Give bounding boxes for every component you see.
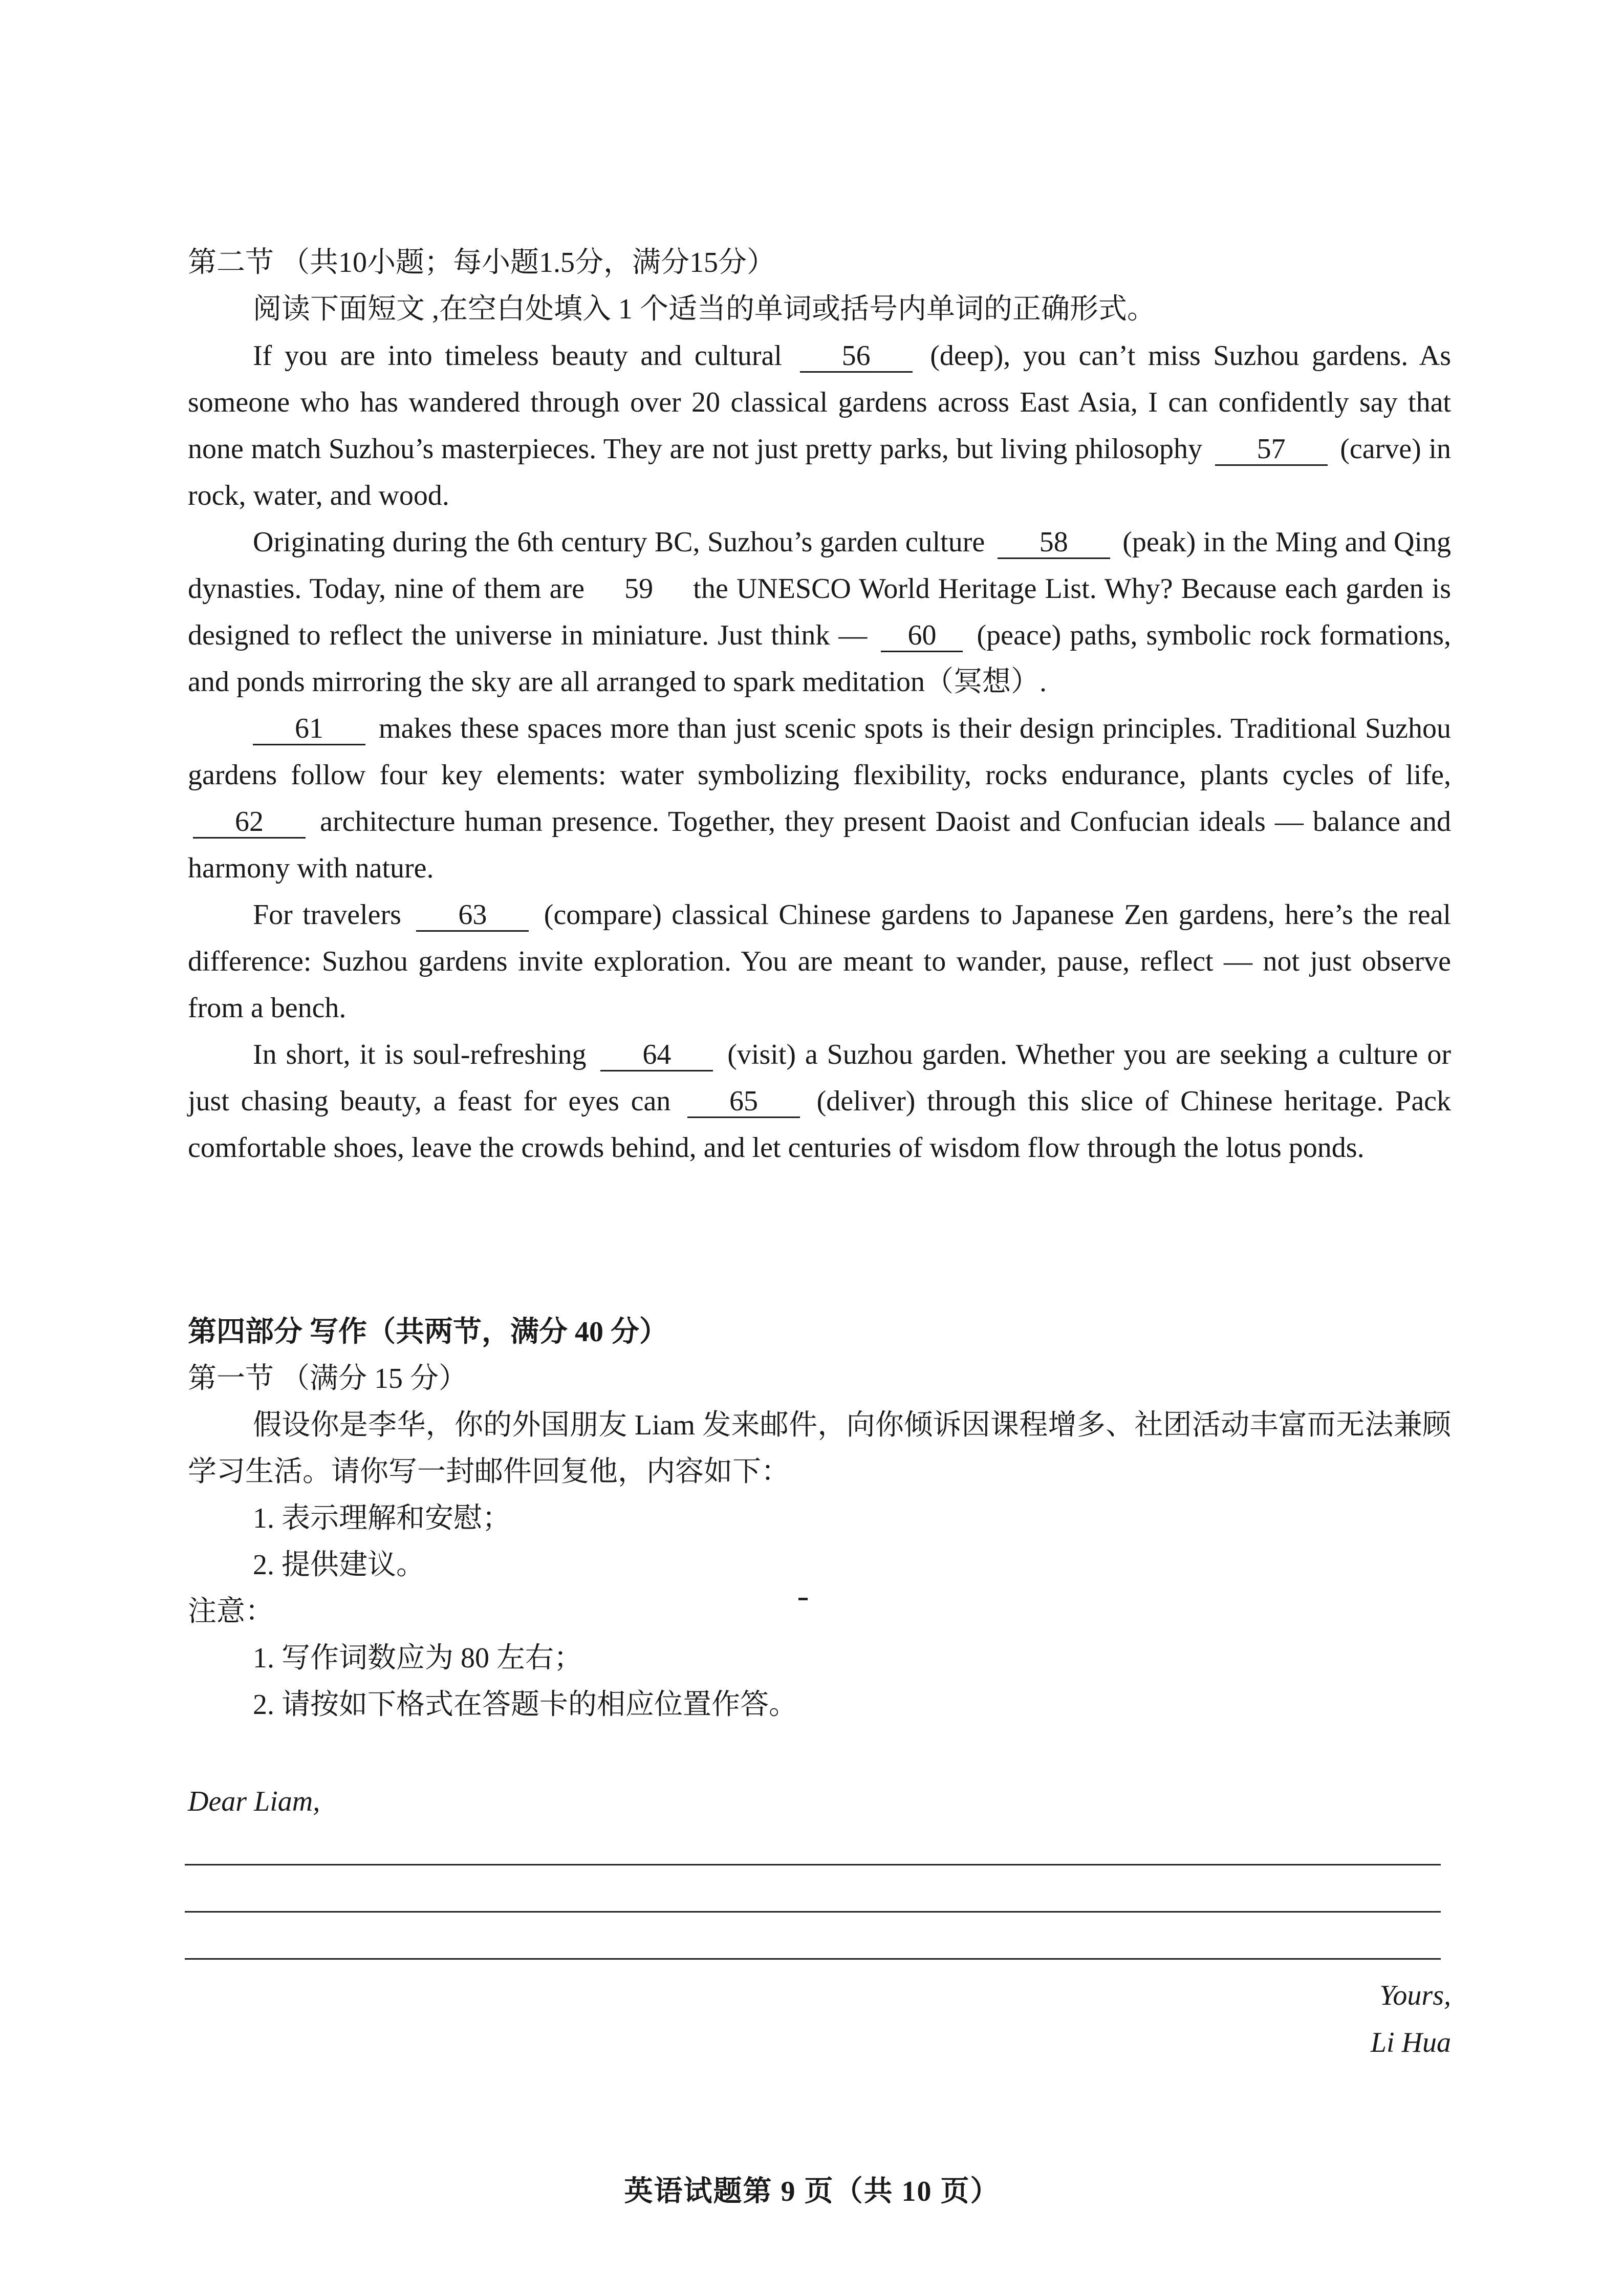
text-run: In short, it is soul-refreshing — [253, 1039, 587, 1070]
answer-blank-61[interactable]: 61 — [253, 713, 365, 745]
text-run: If you are into timeless beauty and cultural — [253, 340, 782, 372]
requirement-item-1: 1. 表示理解和安慰； — [253, 1503, 511, 1534]
text-run: (compare) classical Chinese gardens to Japanese Zen gardens, here’s the real difference: Suzhou gardens invite exploration. You are meant to wander, pause, reflect — not just observe from a bench. — [188, 899, 1451, 1024]
part-four-section-one: 第一节 （满分 15 分） — [188, 1363, 467, 1394]
answer-blank-64[interactable]: 64 — [600, 1039, 713, 1071]
answer-blank-59[interactable]: 59 — [624, 573, 654, 605]
letter-greeting: Dear Liam, — [188, 1786, 320, 1817]
section-two — [188, 240, 1451, 1171]
answer-line[interactable] — [185, 1958, 1441, 1960]
text-run: (deliver) through this slice of Chinese heritage. Pack comfortable shoes, leave the crowds behind, and let centuries of wisdom flow through the lotus ponds. — [188, 1085, 1452, 1164]
answer-line[interactable] — [185, 1911, 1441, 1913]
answer-blank-65[interactable]: 65 — [687, 1086, 800, 1118]
text-run: (peace) paths, symbolic rock formations, and ponds mirroring the sky are all arranged to spark meditation（冥想）. — [188, 619, 1452, 698]
answer-blank-57[interactable]: 57 — [1215, 434, 1328, 466]
answer-blank-62[interactable]: 62 — [193, 806, 306, 839]
answer-blank-58[interactable]: 58 — [998, 527, 1110, 559]
answer-blank-60[interactable]: 60 — [881, 620, 963, 652]
text-run: (carve) in rock, water, and wood. — [188, 433, 1452, 511]
section-two-heading: 第二节 （共10小题；每小题1.5分，满分15分） — [188, 247, 775, 278]
letter-closing: Yours, — [1379, 1980, 1451, 2011]
text-run: (deep), you can’t miss Suzhou gardens. As someone who has wandered through over 20 classical gardens across East Asia, I can confidently say that none match Suzhou’s masterpieces. They are not just pretty parks, but living philosophy — [188, 340, 1451, 465]
answer-line[interactable] — [185, 1864, 1441, 1865]
note-item-1: 1. 写作词数应为 80 左右； — [253, 1642, 582, 1674]
text-run: architecture human presence. Together, they present Daoist and Confucian ideals — balance and harmony with nature. — [188, 806, 1451, 884]
passage-paragraph-1 — [188, 333, 1451, 519]
text-run: the UNESCO World Heritage List. Why? Because each garden is designed to reflect the universe in miniature. Just think — — [188, 573, 1451, 651]
requirement-item-2: 2. 提供建议。 — [253, 1549, 425, 1581]
text-run: (peak) in the Ming and Qing dynasties. Today, nine of them are — [188, 526, 1452, 605]
text-run: makes these spaces more than just scenic spots is their design principles. Traditional Suzhou gardens follow four key elements: water symbolizing flexibility, rocks endurance, plants cycles of life, — [188, 713, 1451, 791]
answer-blank-63[interactable]: 63 — [416, 899, 529, 932]
section-two-instruction: 阅读下面短文 ,在空白处填入 1 个适当的单词或括号内单词的正确形式。 — [253, 293, 1156, 325]
part-four-heading: 第四部分 写作（共两节，满分 40 分） — [188, 1316, 668, 1348]
note-item-2: 2. 请按如下格式在答题卡的相应位置作答。 — [253, 1689, 797, 1721]
letter-signature: Li Hua — [1370, 2027, 1451, 2058]
text-run: Originating during the 6th century BC, Suzhou’s garden culture — [253, 526, 985, 558]
stray-mark — [798, 1598, 808, 1600]
answer-blank-56[interactable]: 56 — [800, 340, 913, 373]
passage-paragraph-4 — [188, 892, 1451, 1032]
passage-paragraph-2 — [188, 519, 1451, 705]
passage-paragraph-5 — [188, 1032, 1451, 1171]
passage-paragraph-3 — [188, 705, 1451, 892]
text-run: (visit) a Suzhou garden. Whether you are seeking a culture or just chasing beauty, a feast for eyes can — [188, 1039, 1451, 1117]
page-footer: 英语试题第 9 页（共 10 页） — [624, 2176, 1000, 2207]
writing-prompt: 假设你是李华，你的外国朋友 Liam 发来邮件，向你倾诉因课程增多、社团活动丰富而无法兼顾学习生活。请你写一封邮件回复他，内容如下： — [188, 1409, 1451, 1488]
note-label: 注意： — [188, 1596, 274, 1627]
text-run: For travelers — [253, 899, 401, 931]
part-four — [188, 1309, 1451, 1728]
